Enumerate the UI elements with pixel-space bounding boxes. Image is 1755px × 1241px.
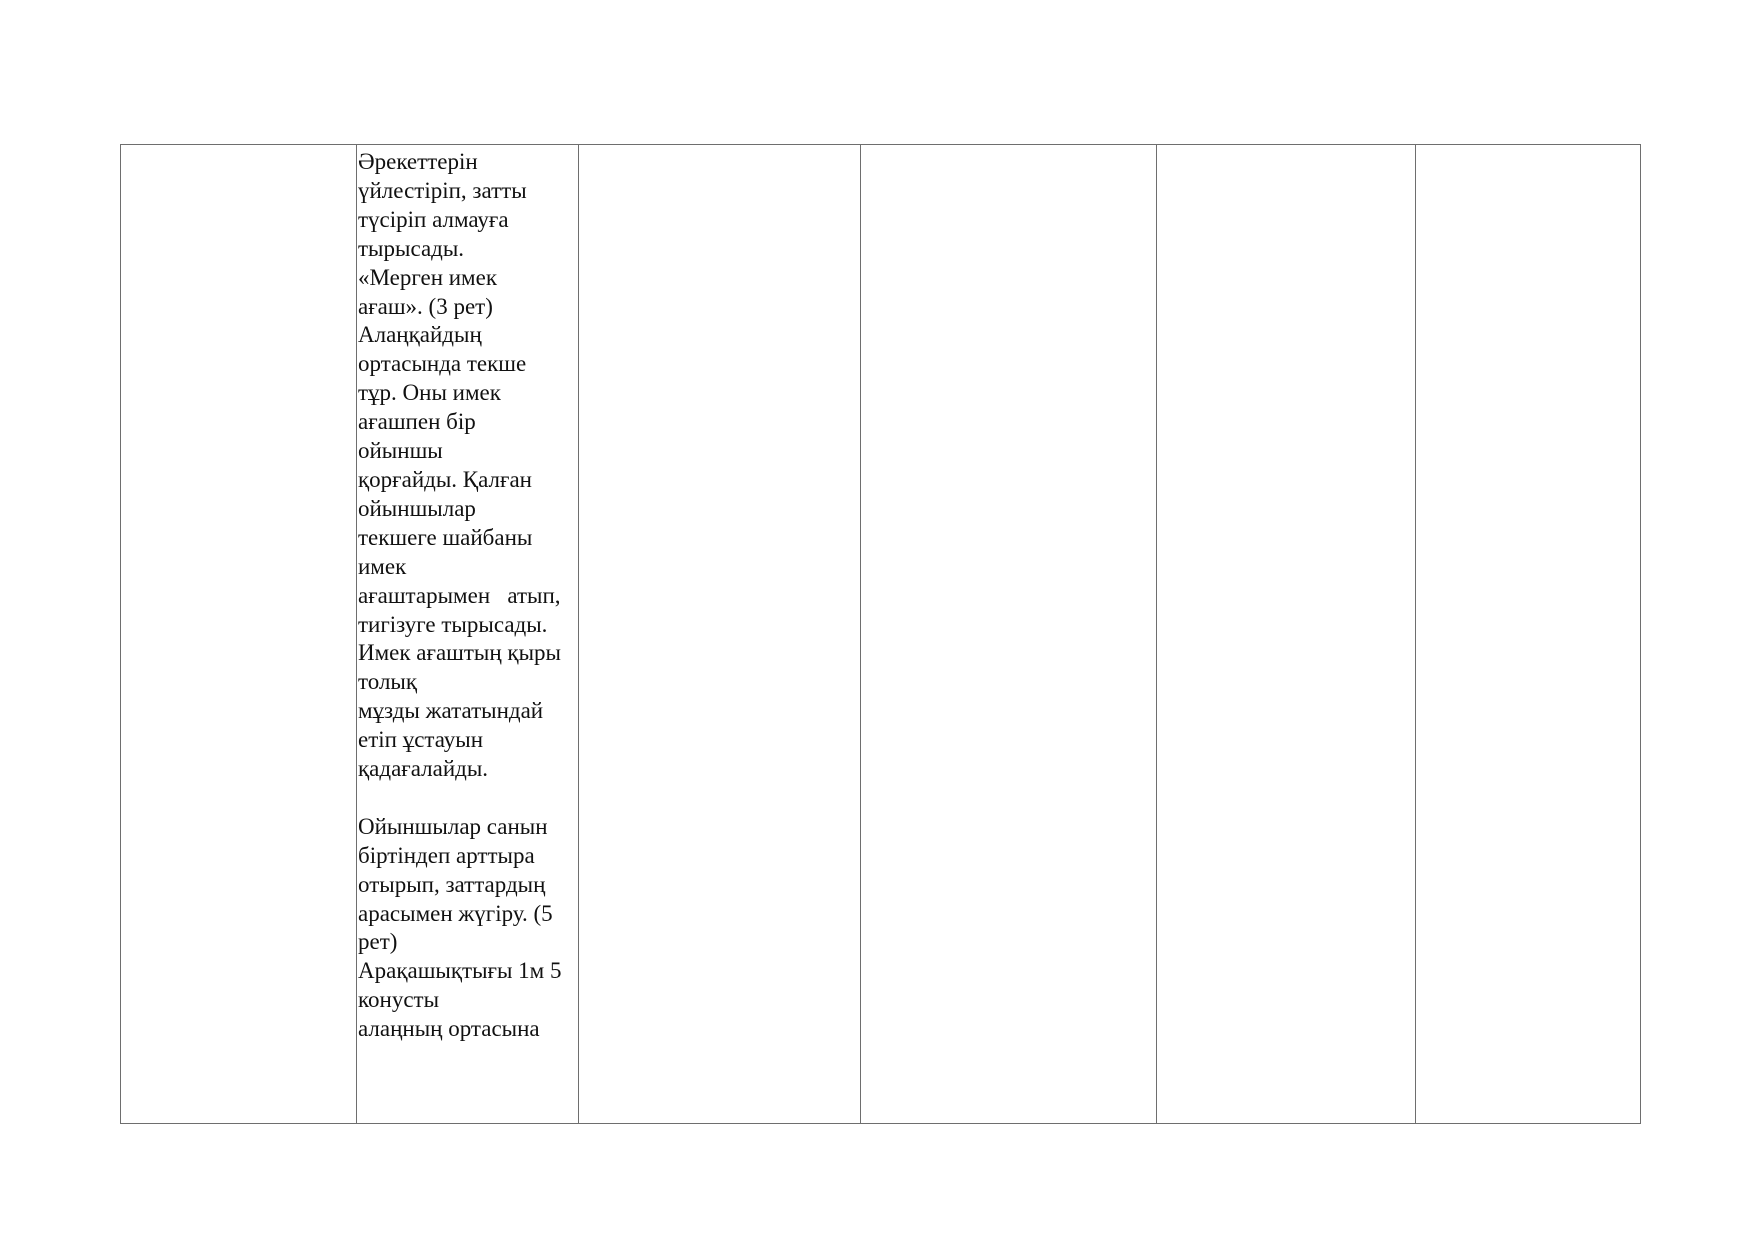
table-row	[121, 145, 1641, 1124]
text-line: Әрекеттерін	[358, 149, 478, 174]
table-cell-1	[121, 145, 357, 1124]
text-line: қорғайды. Қалған	[358, 466, 532, 492]
text-line: тұр. Оны имек	[358, 380, 501, 406]
text-line: «Мерген имек	[358, 264, 497, 290]
text-line: мұзды жататындай	[358, 698, 544, 724]
text-line: етіп ұстауын	[358, 727, 484, 753]
activity-description-text	[357, 145, 578, 1044]
table-cell-3	[579, 145, 861, 1124]
text-line: Алаңқайдың	[358, 322, 482, 348]
text-line: қадағалайды.	[358, 756, 489, 782]
text-line: текшеге шайбаны	[358, 524, 533, 550]
table-cell-4	[861, 145, 1157, 1124]
lesson-plan-table	[120, 144, 1641, 1124]
text-line: ағашпен бір	[358, 409, 476, 435]
table-cell-5	[1157, 145, 1416, 1124]
text-line: отырып, заттардың	[358, 871, 546, 897]
text-line: ойыншы	[358, 438, 443, 464]
text-line: толық	[358, 669, 418, 695]
text-line: тигізуге тырысады.	[358, 611, 548, 637]
text-line: конусты	[358, 987, 440, 1013]
text-line: ағаш». (3 рет)	[358, 293, 493, 319]
text-line: алаңның ортасына	[358, 1016, 540, 1042]
text-line: тырысады.	[358, 235, 465, 261]
text-line: Ойыншылар санын	[358, 813, 548, 839]
text-line: рет)	[358, 929, 398, 955]
text-line: ойыншылар	[358, 495, 476, 521]
text-line: үйлестіріп, затты	[358, 177, 527, 203]
text-line: ағаштарымен атып,	[358, 582, 561, 608]
table-cell-6	[1416, 145, 1641, 1124]
table-cell-2	[357, 145, 579, 1124]
text-line: ортасында текше	[358, 351, 527, 377]
text-line: Арақашықтығы 1м 5	[358, 958, 562, 984]
text-line: имек	[358, 553, 407, 579]
text-line: Имек ағаштың қыры	[358, 640, 562, 666]
text-line: арасымен жүгіру. (5	[358, 900, 553, 926]
text-line: түсіріп алмауға	[358, 206, 509, 232]
blank-line	[358, 784, 578, 813]
text-line: біртіндеп арттыра	[358, 842, 535, 868]
